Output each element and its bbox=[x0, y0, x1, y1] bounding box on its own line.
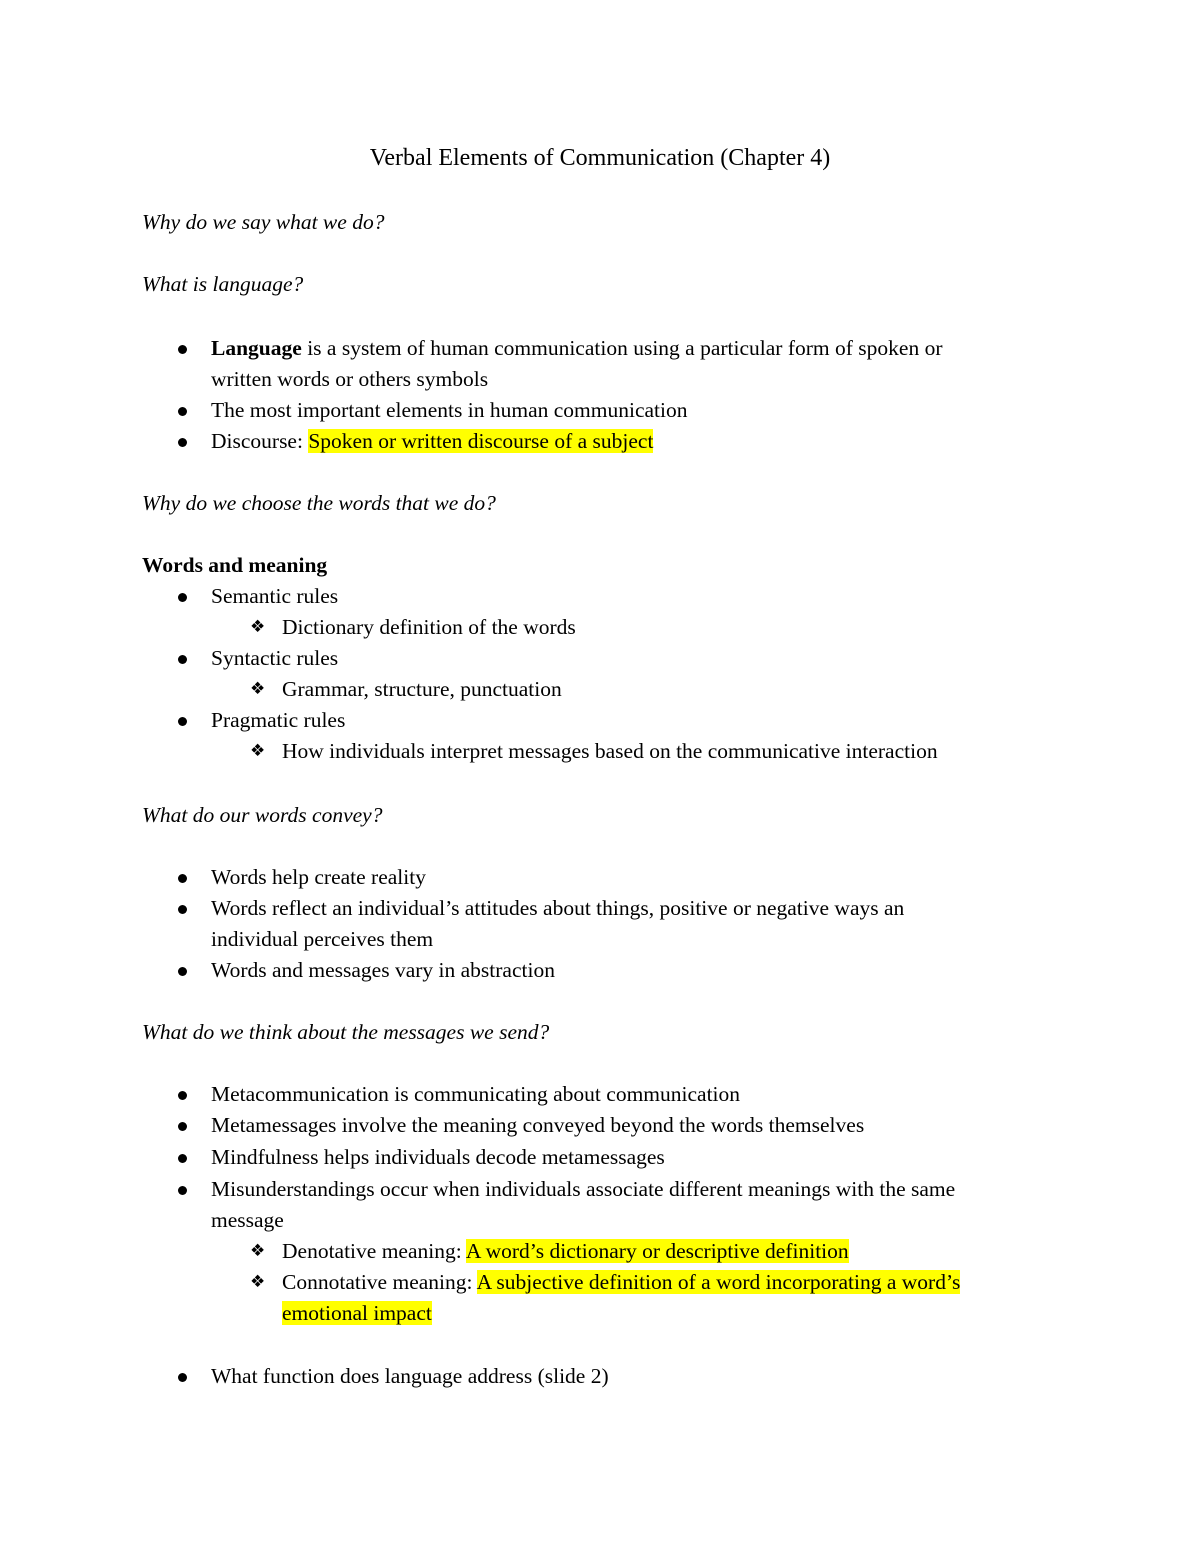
bullet-dot bbox=[178, 967, 187, 976]
discourse-highlight: Spoken or written discourse of a subject bbox=[308, 429, 654, 453]
section-heading-words-meaning: Words and meaning bbox=[142, 553, 328, 577]
list-item-misunderstandings-cont: message bbox=[211, 1208, 284, 1232]
discourse-label: Discourse: bbox=[211, 429, 309, 453]
sub-item-syntactic: Grammar, structure, punctuation bbox=[282, 677, 562, 701]
diamond-bullet-icon: ❖ bbox=[250, 1241, 266, 1261]
list-item-language-definition bbox=[211, 333, 943, 364]
bullet-dot bbox=[178, 1373, 187, 1382]
list-item-discourse bbox=[211, 426, 653, 457]
list-item-metamessages: Metamessages involve the meaning conveyed beyond the words themselves bbox=[211, 1113, 865, 1137]
bullet-dot bbox=[178, 345, 187, 354]
diamond-bullet-icon: ❖ bbox=[250, 1272, 266, 1292]
bullet-dot bbox=[178, 874, 187, 883]
bullet-dot bbox=[178, 1186, 187, 1195]
denotative-highlight: A word’s dictionary or descriptive definition bbox=[465, 1239, 849, 1263]
list-item-language-definition-cont: written words or others symbols bbox=[211, 367, 489, 391]
sub-item-connotative bbox=[282, 1267, 960, 1298]
bullet-dot bbox=[178, 1154, 187, 1163]
list-item-semantic-rules: Semantic rules bbox=[211, 584, 339, 608]
diamond-bullet-icon: ❖ bbox=[250, 741, 266, 761]
sub-item-semantic: Dictionary definition of the words bbox=[282, 615, 576, 639]
list-item-metacommunication: Metacommunication is communicating about communication bbox=[211, 1082, 741, 1106]
list-item-reflect-attitudes: Words reflect an individual’s attitudes about things, positive or negative ways an bbox=[211, 896, 905, 920]
bullet-dot bbox=[178, 717, 187, 726]
question-messages-send: What do we think about the messages we send? bbox=[142, 1020, 550, 1044]
bullet-dot bbox=[178, 655, 187, 664]
list-item-misunderstandings: Misunderstandings occur when individuals associate different meanings with the same bbox=[211, 1177, 956, 1201]
list-item-mindfulness: Mindfulness helps individuals decode metamessages bbox=[211, 1145, 665, 1169]
question-words-convey: What do our words convey? bbox=[142, 803, 383, 827]
denotative-label: Denotative meaning: bbox=[282, 1239, 466, 1263]
list-item-abstraction: Words and messages vary in abstraction bbox=[211, 958, 555, 982]
bullet-dot bbox=[178, 407, 187, 416]
list-item-important-elements: The most important elements in human communication bbox=[211, 398, 688, 422]
language-term: Language bbox=[211, 336, 302, 360]
bullet-dot bbox=[178, 905, 187, 914]
question-what-is-language: What is language? bbox=[142, 272, 304, 296]
list-item-create-reality: Words help create reality bbox=[211, 865, 426, 889]
list-item-syntactic-rules: Syntactic rules bbox=[211, 646, 339, 670]
bullet-dot bbox=[178, 1091, 187, 1100]
sub-item-denotative bbox=[282, 1236, 849, 1267]
page-title: Verbal Elements of Communication (Chapter 4) bbox=[369, 145, 831, 171]
language-definition-text: is a system of human communication using a particular form of spoken or bbox=[301, 336, 943, 360]
sub-item-pragmatic: How individuals interpret messages based on the communicative interaction bbox=[282, 739, 938, 763]
list-item-pragmatic-rules: Pragmatic rules bbox=[211, 708, 346, 732]
list-item-language-function: What function does language address (slide 2) bbox=[211, 1364, 609, 1388]
question-choose-words: Why do we choose the words that we do? bbox=[142, 491, 496, 515]
sub-item-connotative-cont bbox=[282, 1298, 432, 1329]
connotative-highlight: A subjective definition of a word incorporating a word’s bbox=[476, 1270, 961, 1294]
bullet-dot bbox=[178, 1122, 187, 1131]
list-item-reflect-attitudes-cont: individual perceives them bbox=[211, 927, 434, 951]
diamond-bullet-icon: ❖ bbox=[250, 679, 266, 699]
bullet-dot bbox=[178, 593, 187, 602]
connotative-highlight-cont: emotional impact bbox=[282, 1301, 432, 1325]
question-why-say: Why do we say what we do? bbox=[142, 210, 385, 234]
bullet-dot bbox=[178, 438, 187, 447]
connotative-label: Connotative meaning: bbox=[282, 1270, 477, 1294]
diamond-bullet-icon: ❖ bbox=[250, 617, 266, 637]
